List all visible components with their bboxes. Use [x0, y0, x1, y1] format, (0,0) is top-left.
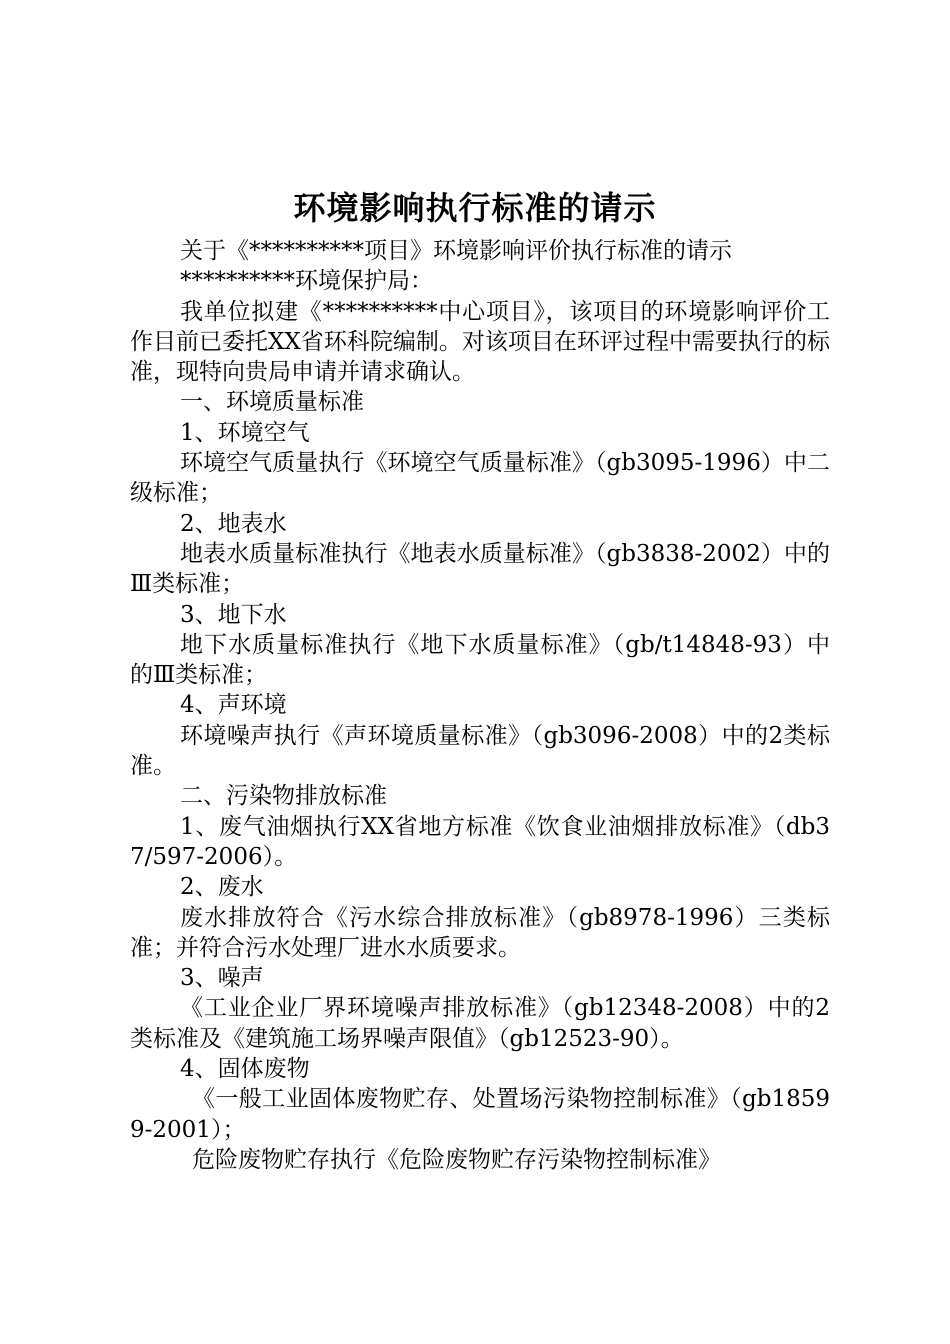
paragraph-groundwater-standard: 地下水质量标准执行《地下水质量标准》（gb/t14848-93）中的Ⅲ类标准； [130, 631, 830, 689]
paragraph-acoustic-standard: 环境噪声执行《声环境质量标准》（gb3096-2008）中的2类标准。 [130, 722, 830, 780]
paragraph-hazardous-waste-standard: 危险废物贮存执行《危险废物贮存污染物控制标准》 [192, 1146, 721, 1173]
paragraph-subject: 关于《**********项目》环境影响评价执行标准的请示 [180, 238, 732, 264]
subheading-surface-water: 2、地表水 [180, 510, 287, 537]
paragraph-noise-standard: 《工业企业厂界环境噪声排放标准》（gb12348-2008）中的2类标准及《建筑施工场界噪声限值》（gb12523-90）。 [130, 995, 830, 1052]
document-body [130, 236, 830, 1175]
heading-environmental-quality: 一、环境质量标准 [180, 389, 364, 416]
paragraph-fumes-standard: 1、废气油烟执行XX省地方标准《饮食业油烟排放标准》（db37/597-2006）。 [130, 813, 830, 870]
paragraph-solid-waste-standard: 《一般工业固体废物贮存、处置场污染物控制标准》（gb18599-2001）； [130, 1086, 830, 1143]
subheading-groundwater: 3、地下水 [180, 601, 287, 628]
paragraph-surface-water-standard: 地表水质量标准执行《地表水质量标准》（gb3838-2002）中的Ⅲ类标准； [130, 540, 830, 598]
document-title: 环境影响执行标准的请示 [293, 189, 657, 227]
subheading-solid-waste: 4、固体废物 [180, 1056, 310, 1083]
subheading-wastewater: 2、废水 [180, 874, 264, 901]
paragraph-intro: 我单位拟建《**********中心项目》，该项目的环境影响评价工作目前已委托XX省环科院编制。对该项目在环评过程中需要执行的标准，现特向贵局申请并请求确认。 [130, 298, 830, 386]
paragraph-air-standard: 环境空气质量执行《环境空气质量标准》（gb3095-1996）中二级标准； [130, 450, 830, 507]
heading-emission-standards: 二、污染物排放标准 [180, 783, 387, 810]
subheading-air: 1、环境空气 [180, 419, 310, 446]
paragraph-addressee: **********环境保护局： [180, 268, 433, 295]
subheading-acoustic: 4、声环境 [180, 692, 287, 719]
subheading-noise: 3、噪声 [180, 965, 264, 992]
paragraph-wastewater-standard: 废水排放符合《污水综合排放标准》（gb8978-1996）三类标准；并符合污水处理厂进水水质要求。 [130, 904, 830, 961]
